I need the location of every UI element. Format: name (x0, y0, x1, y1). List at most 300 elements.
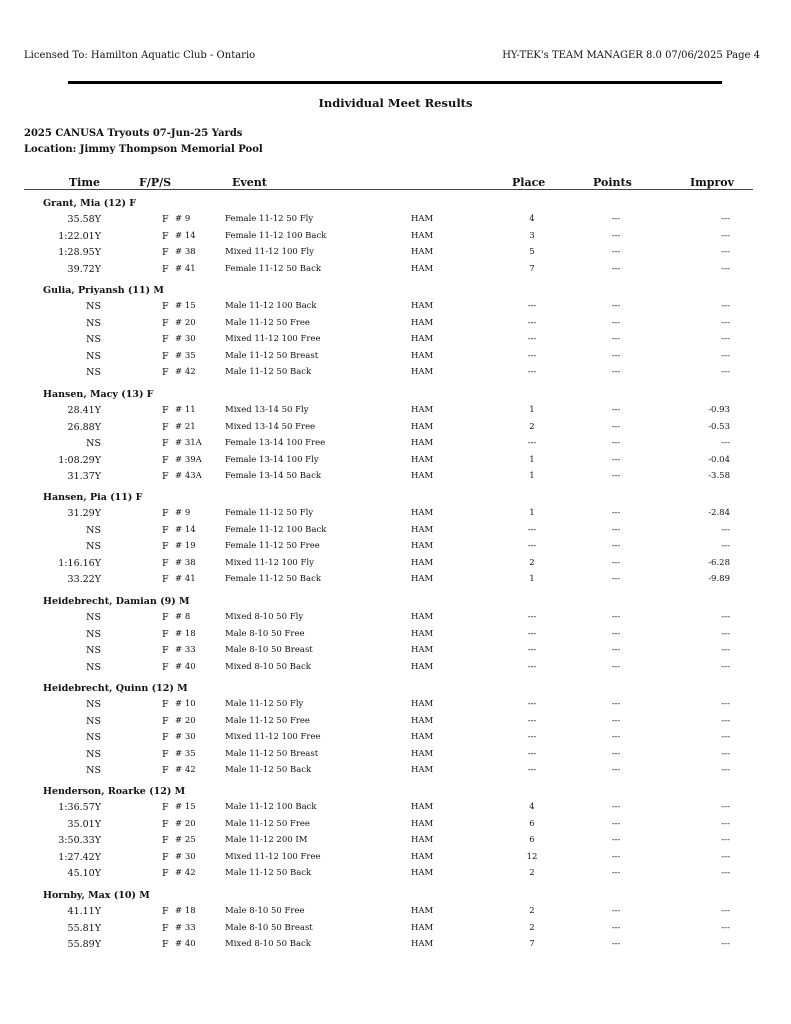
result-improv: -2.84 (708, 508, 730, 518)
result-time: 45.10Y (67, 868, 101, 879)
result-fps: F (162, 214, 169, 225)
result-team: HAM (411, 661, 434, 672)
result-place: --- (527, 541, 537, 551)
result-points: --- (611, 247, 621, 257)
result-improv: --- (721, 367, 730, 377)
result-improv: --- (721, 851, 730, 862)
result-fps: F (162, 818, 169, 830)
result-team: HAM (411, 508, 434, 518)
result-improv: --- (721, 263, 730, 274)
result-fps: F (162, 715, 169, 727)
result-event: Female 11-12 100 Back (225, 524, 327, 535)
result-event: Male 11-12 50 Breast (225, 350, 319, 361)
result-place: 2 (529, 421, 535, 432)
result-event-number: # 35 (175, 748, 196, 759)
column-header-improv: Improv (690, 176, 734, 189)
result-team: HAM (411, 732, 434, 742)
result-fps: F (162, 851, 169, 863)
result-points: --- (611, 214, 621, 224)
result-event: Female 13-14 100 Fly (225, 454, 319, 465)
result-fps: F (162, 732, 169, 743)
result-event: Mixed 11-12 100 Free (225, 851, 321, 862)
result-points: --- (611, 541, 621, 551)
result-fps: F (162, 906, 169, 917)
result-fps: F (162, 524, 169, 536)
result-event-number: # 20 (175, 317, 196, 328)
result-improv: --- (721, 835, 730, 845)
result-time: NS (86, 524, 101, 536)
result-improv: --- (721, 802, 730, 812)
result-points: --- (611, 818, 621, 829)
swimmer-name: Grant, Mia (12) F (43, 198, 137, 209)
result-improv: --- (721, 334, 730, 344)
result-event-number: # 41 (175, 263, 196, 274)
result-fps: F (162, 230, 169, 242)
result-team: HAM (411, 405, 434, 415)
result-event: Female 11-12 50 Fly (225, 214, 314, 224)
result-team: HAM (411, 939, 434, 949)
result-points: --- (611, 851, 621, 862)
result-place: --- (527, 732, 537, 742)
result-time: NS (86, 661, 101, 673)
result-event: Female 11-12 50 Back (225, 574, 321, 584)
result-event-number: # 42 (175, 765, 196, 775)
result-place: 1 (529, 405, 535, 415)
column-header-time: Time (69, 176, 101, 189)
result-event-number: # 15 (175, 802, 196, 812)
result-event-number: # 42 (175, 868, 196, 878)
result-event-number: # 40 (175, 661, 196, 672)
result-team: HAM (411, 230, 434, 241)
result-points: --- (611, 868, 621, 878)
result-improv: --- (721, 765, 730, 775)
swimmer-name: Heidebrecht, Damian (9) M (43, 596, 190, 607)
result-fps: F (162, 628, 169, 640)
result-row (0, 231, 791, 247)
result-fps: F (162, 612, 169, 623)
result-event-number: # 21 (175, 421, 196, 432)
result-team: HAM (411, 802, 434, 812)
result-place: 2 (529, 922, 535, 933)
result-place: 4 (529, 802, 535, 812)
result-time: NS (86, 541, 101, 552)
result-time: 41.11Y (67, 906, 101, 917)
result-fps: F (162, 263, 169, 275)
result-event-number: # 39A (175, 454, 202, 465)
result-points: --- (611, 748, 621, 759)
page-title: Individual Meet Results (318, 96, 473, 110)
result-row (0, 765, 791, 781)
result-improv: --- (721, 628, 730, 639)
result-time: NS (86, 350, 101, 362)
result-improv: --- (721, 438, 730, 448)
result-points: --- (611, 317, 621, 328)
result-points: --- (611, 922, 621, 933)
result-fps: F (162, 438, 169, 449)
result-points: --- (611, 906, 621, 916)
result-row (0, 732, 791, 748)
result-team: HAM (411, 214, 434, 224)
result-points: --- (611, 471, 621, 481)
result-event-number: # 14 (175, 524, 196, 535)
result-points: --- (611, 454, 621, 465)
result-event-number: # 8 (175, 612, 191, 622)
result-row (0, 334, 791, 350)
result-time: 55.81Y (67, 922, 101, 934)
result-points: --- (611, 405, 621, 415)
result-team: HAM (411, 818, 434, 829)
result-fps: F (162, 317, 169, 329)
result-place: --- (527, 765, 537, 775)
result-team: HAM (411, 317, 434, 328)
result-event: Male 8-10 50 Breast (225, 645, 313, 655)
result-fps: F (162, 645, 169, 656)
result-points: --- (611, 574, 621, 584)
result-event-number: # 40 (175, 939, 196, 949)
result-event: Female 11-12 50 Back (225, 263, 321, 274)
result-fps: F (162, 699, 169, 710)
result-team: HAM (411, 454, 434, 465)
result-time: 31.29Y (67, 508, 101, 519)
result-event: Mixed 11-12 100 Free (225, 334, 321, 344)
result-place: --- (527, 524, 537, 535)
result-event-number: # 33 (175, 922, 196, 933)
result-team: HAM (411, 247, 434, 257)
result-points: --- (611, 508, 621, 518)
result-time: 1:28.95Y (58, 247, 101, 258)
result-time: 35.01Y (67, 818, 101, 830)
result-event-number: # 9 (175, 214, 191, 224)
result-fps: F (162, 835, 169, 846)
result-row (0, 438, 791, 454)
result-event: Male 8-10 50 Breast (225, 922, 313, 933)
result-event: Female 13-14 100 Free (225, 438, 326, 448)
result-time: 33.22Y (67, 574, 101, 585)
result-event: Male 11-12 50 Breast (225, 748, 319, 759)
result-row (0, 301, 791, 317)
result-event: Male 11-12 50 Fly (225, 699, 304, 709)
result-time: NS (86, 612, 101, 623)
result-improv: --- (721, 922, 730, 933)
result-improv: --- (721, 748, 730, 759)
result-time: NS (86, 699, 101, 710)
swimmer-name: Heidebrecht, Quinn (12) M (43, 683, 188, 694)
result-time: 35.58Y (67, 214, 101, 225)
result-row (0, 508, 791, 524)
result-points: --- (611, 765, 621, 775)
result-place: 6 (529, 835, 535, 845)
result-points: --- (611, 661, 621, 672)
result-event: Male 11-12 50 Free (225, 715, 310, 726)
result-event: Male 11-12 50 Back (225, 868, 312, 878)
result-fps: F (162, 454, 169, 466)
result-row (0, 612, 791, 628)
result-row (0, 455, 791, 471)
result-points: --- (611, 699, 621, 709)
result-place: --- (527, 748, 537, 759)
result-points: --- (611, 334, 621, 344)
result-place: 5 (529, 247, 535, 257)
result-improv: -6.28 (708, 557, 730, 568)
result-place: 6 (529, 818, 535, 829)
result-improv: --- (721, 868, 730, 878)
result-event-number: # 20 (175, 715, 196, 726)
result-points: --- (611, 230, 621, 241)
result-event: Male 11-12 50 Free (225, 818, 310, 829)
result-row (0, 802, 791, 818)
result-time: 28.41Y (67, 405, 101, 416)
result-event: Female 11-12 50 Free (225, 541, 320, 551)
result-improv: -0.53 (708, 421, 730, 432)
result-place: --- (527, 661, 537, 672)
result-team: HAM (411, 574, 434, 584)
result-fps: F (162, 367, 169, 378)
result-points: --- (611, 263, 621, 274)
meet-name: 2025 CANUSA Tryouts 07-Jun-25 Yards (24, 128, 243, 139)
result-fps: F (162, 301, 169, 312)
result-team: HAM (411, 851, 434, 862)
result-improv: --- (721, 699, 730, 709)
result-points: --- (611, 835, 621, 845)
result-row (0, 819, 791, 835)
result-time: NS (86, 715, 101, 727)
software-page-info: HY-TEK's TEAM MANAGER 8.0 07/06/2025 Page 4 (502, 50, 760, 61)
result-time: NS (86, 367, 101, 378)
result-place: 7 (529, 263, 535, 274)
column-header-points: Points (593, 176, 632, 189)
result-place: 1 (529, 454, 535, 465)
result-row (0, 699, 791, 715)
result-improv: --- (721, 247, 730, 257)
result-row (0, 318, 791, 334)
result-improv: --- (721, 350, 730, 361)
result-event-number: # 14 (175, 230, 196, 241)
result-time: NS (86, 765, 101, 776)
swimmer-name: Hornby, Max (10) M (43, 890, 150, 901)
result-row (0, 214, 791, 230)
result-team: HAM (411, 699, 434, 709)
result-event: Male 11-12 50 Back (225, 367, 312, 377)
result-improv: --- (721, 301, 730, 311)
result-row (0, 852, 791, 868)
result-place: --- (527, 367, 537, 377)
result-team: HAM (411, 334, 434, 344)
result-row (0, 835, 791, 851)
result-improv: --- (721, 732, 730, 742)
result-time: 1:08.29Y (58, 454, 101, 466)
result-place: 1 (529, 471, 535, 481)
result-time: 1:22.01Y (58, 230, 101, 242)
result-team: HAM (411, 868, 434, 878)
result-event: Mixed 13-14 50 Fly (225, 405, 309, 415)
result-row (0, 558, 791, 574)
result-points: --- (611, 438, 621, 448)
result-event-number: # 18 (175, 628, 196, 639)
result-points: --- (611, 524, 621, 535)
result-row (0, 264, 791, 280)
result-team: HAM (411, 263, 434, 274)
result-event: Mixed 8-10 50 Fly (225, 612, 304, 622)
result-improv: --- (721, 818, 730, 829)
result-team: HAM (411, 906, 434, 916)
result-row (0, 525, 791, 541)
swimmer-name: Henderson, Roarke (12) M (43, 786, 186, 797)
result-team: HAM (411, 922, 434, 933)
result-fps: F (162, 574, 169, 585)
result-row (0, 923, 791, 939)
result-event: Male 11-12 100 Back (225, 301, 317, 311)
result-time: NS (86, 301, 101, 312)
result-event: Male 11-12 50 Back (225, 765, 312, 775)
result-place: 2 (529, 868, 535, 878)
result-time: NS (86, 317, 101, 329)
result-improv: --- (721, 541, 730, 551)
result-event: Female 13-14 50 Back (225, 471, 321, 481)
result-event: Female 11-12 100 Back (225, 230, 327, 241)
result-improv: --- (721, 317, 730, 328)
result-event-number: # 18 (175, 906, 196, 916)
result-place: 2 (529, 557, 535, 568)
result-event-number: # 10 (175, 699, 196, 709)
result-time: NS (86, 438, 101, 449)
column-header-place: Place (512, 176, 546, 189)
result-fps: F (162, 868, 169, 879)
result-points: --- (611, 802, 621, 812)
result-row (0, 247, 791, 263)
result-improv: --- (721, 906, 730, 916)
result-event-number: # 30 (175, 851, 196, 862)
result-event: Mixed 8-10 50 Back (225, 939, 311, 949)
result-points: --- (611, 421, 621, 432)
result-row (0, 939, 791, 955)
result-event: Male 11-12 200 IM (225, 835, 308, 845)
result-time: 26.88Y (67, 421, 101, 433)
result-row (0, 471, 791, 487)
result-place: 7 (529, 939, 535, 949)
result-place: --- (527, 715, 537, 726)
result-row (0, 662, 791, 678)
result-fps: F (162, 405, 169, 416)
result-event: Male 11-12 100 Back (225, 802, 317, 812)
result-team: HAM (411, 612, 434, 622)
result-team: HAM (411, 748, 434, 759)
result-fps: F (162, 939, 169, 950)
result-fps: F (162, 802, 169, 813)
result-place: --- (527, 350, 537, 361)
result-row (0, 716, 791, 732)
result-time: NS (86, 748, 101, 760)
result-event-number: # 38 (175, 557, 196, 568)
result-place: --- (527, 317, 537, 328)
result-time: 1:27.42Y (58, 851, 101, 863)
result-place: --- (527, 438, 537, 448)
result-improv: -3.58 (708, 471, 730, 481)
result-fps: F (162, 922, 169, 934)
result-row (0, 629, 791, 645)
result-points: --- (611, 939, 621, 949)
result-event-number: # 15 (175, 301, 196, 311)
result-event: Male 8-10 50 Free (225, 906, 305, 916)
result-time: 31.37Y (67, 471, 101, 482)
result-place: --- (527, 645, 537, 655)
result-improv: --- (721, 661, 730, 672)
result-event-number: # 30 (175, 334, 196, 344)
result-row (0, 749, 791, 765)
result-event-number: # 35 (175, 350, 196, 361)
result-row (0, 541, 791, 557)
result-team: HAM (411, 438, 434, 448)
result-row (0, 351, 791, 367)
result-event-number: # 9 (175, 508, 191, 518)
result-team: HAM (411, 350, 434, 361)
result-place: --- (527, 334, 537, 344)
result-fps: F (162, 508, 169, 519)
result-fps: F (162, 334, 169, 345)
result-team: HAM (411, 471, 434, 481)
result-event-number: # 20 (175, 818, 196, 829)
result-points: --- (611, 612, 621, 622)
result-row (0, 645, 791, 661)
result-team: HAM (411, 557, 434, 568)
result-time: NS (86, 334, 101, 345)
result-team: HAM (411, 645, 434, 655)
swimmer-name: Hansen, Macy (13) F (43, 389, 154, 400)
result-row (0, 422, 791, 438)
result-team: HAM (411, 628, 434, 639)
column-header-event: Event (232, 176, 267, 189)
result-event: Male 8-10 50 Free (225, 628, 305, 639)
result-event-number: # 25 (175, 835, 196, 845)
result-time: 39.72Y (67, 263, 101, 275)
result-team: HAM (411, 541, 434, 551)
result-time: 55.89Y (67, 939, 101, 950)
result-event-number: # 42 (175, 367, 196, 377)
result-fps: F (162, 748, 169, 760)
result-event: Mixed 8-10 50 Back (225, 661, 311, 672)
result-event: Mixed 11-12 100 Fly (225, 557, 314, 568)
result-improv: --- (721, 230, 730, 241)
result-event-number: # 43A (175, 471, 202, 481)
result-place: 2 (529, 906, 535, 916)
result-improv: --- (721, 524, 730, 535)
license-text: Licensed To: Hamilton Aquatic Club - Ontario (24, 50, 256, 61)
result-points: --- (611, 645, 621, 655)
result-team: HAM (411, 524, 434, 535)
result-place: 12 (526, 851, 538, 862)
result-event: Male 11-12 50 Free (225, 317, 310, 328)
result-team: HAM (411, 301, 434, 311)
result-row (0, 405, 791, 421)
result-row (0, 906, 791, 922)
result-event-number: # 41 (175, 574, 196, 584)
result-event: Mixed 11-12 100 Free (225, 732, 321, 742)
swimmer-name: Hansen, Pia (11) F (43, 492, 143, 503)
result-time: NS (86, 645, 101, 656)
result-improv: --- (721, 645, 730, 655)
result-row (0, 574, 791, 590)
result-points: --- (611, 715, 621, 726)
result-points: --- (611, 367, 621, 377)
result-team: HAM (411, 421, 434, 432)
result-time: NS (86, 628, 101, 640)
result-fps: F (162, 541, 169, 552)
result-event-number: # 30 (175, 732, 196, 742)
result-event-number: # 19 (175, 541, 196, 551)
result-event-number: # 31A (175, 438, 202, 448)
result-points: --- (611, 628, 621, 639)
result-improv: -0.93 (708, 405, 730, 415)
result-event-number: # 11 (175, 405, 196, 415)
